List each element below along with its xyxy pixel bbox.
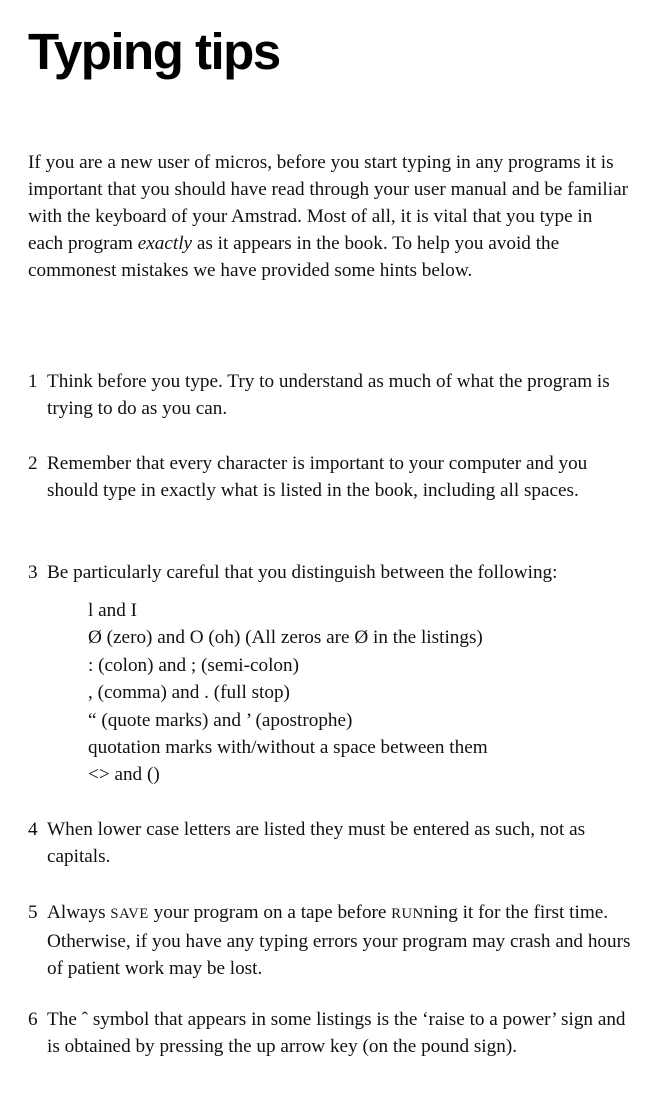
intro-paragraph (28, 149, 628, 284)
distinction-item: : (colon) and ; (semi-colon) (88, 654, 299, 676)
tip-number: 1 (28, 371, 38, 392)
tip-text: Think before you type. Try to understand as much of what the program is trying to do as you can. (47, 371, 610, 420)
tip-number: 2 (28, 453, 38, 474)
distinction-item: “ (quote marks) and ’ (apostrophe) (88, 709, 353, 731)
tip-text: When lower case letters are listed they must be entered as such, not as capitals. (47, 819, 586, 868)
intro-text-start: If you are a new user of micros, before you start typing in any programs it is important that you should have read through your user manual and be familiar with the keyboard of your Amstrad. Most of all, it is vital that you type in each program (28, 152, 628, 255)
intro-text-end: as it appears in the book. To help you avoid the commonest mistakes we have provided some hints below. (28, 233, 560, 282)
tip-number: 6 (28, 1009, 38, 1030)
tip-6 (28, 1006, 633, 1060)
page-title: Typing tips (28, 23, 280, 80)
distinction-item: l and I (88, 600, 138, 621)
tip-text: Be particularly careful that you distinguish between the following: (47, 562, 558, 583)
tip-3 (28, 559, 633, 586)
tip-number: 4 (28, 819, 38, 840)
tip-text: Remember that every character is important to your computer and you should type in exactly what is listed in the book, including all spaces. (47, 453, 588, 502)
tip-4 (28, 816, 633, 870)
tip-2 (28, 450, 633, 504)
tip-5 (28, 899, 633, 982)
tip-1 (28, 368, 633, 422)
run-keyword: RUN (391, 906, 424, 922)
intro-emphasis: exactly (137, 233, 193, 255)
tip-number: 5 (28, 902, 38, 923)
tip-text-part: Always (47, 902, 111, 923)
tip-number: 3 (28, 562, 38, 583)
distinction-item: Ø (zero) and O (oh) (All zeros are Ø in the listings) (88, 627, 483, 649)
distinction-item: , (comma) and . (full stop) (88, 682, 290, 704)
distinction-list (88, 597, 488, 789)
tip-text-part: your program on a tape before (148, 902, 392, 923)
tip-text (47, 899, 633, 982)
tip-text: The ˆ symbol that appears in some listings is the ‘raise to a power’ sign and is obtained by pressing the up arrow key (on the pound sign). (47, 1009, 626, 1058)
distinction-item: <> and () (88, 764, 160, 786)
distinction-item: quotation marks with/without a space between them (88, 737, 488, 759)
tip-text-part: ning it for the first time. Otherwise, if you have any typing errors your program may crash and hours of patient work may be lost. (47, 902, 631, 980)
save-keyword: SAVE (110, 906, 149, 922)
